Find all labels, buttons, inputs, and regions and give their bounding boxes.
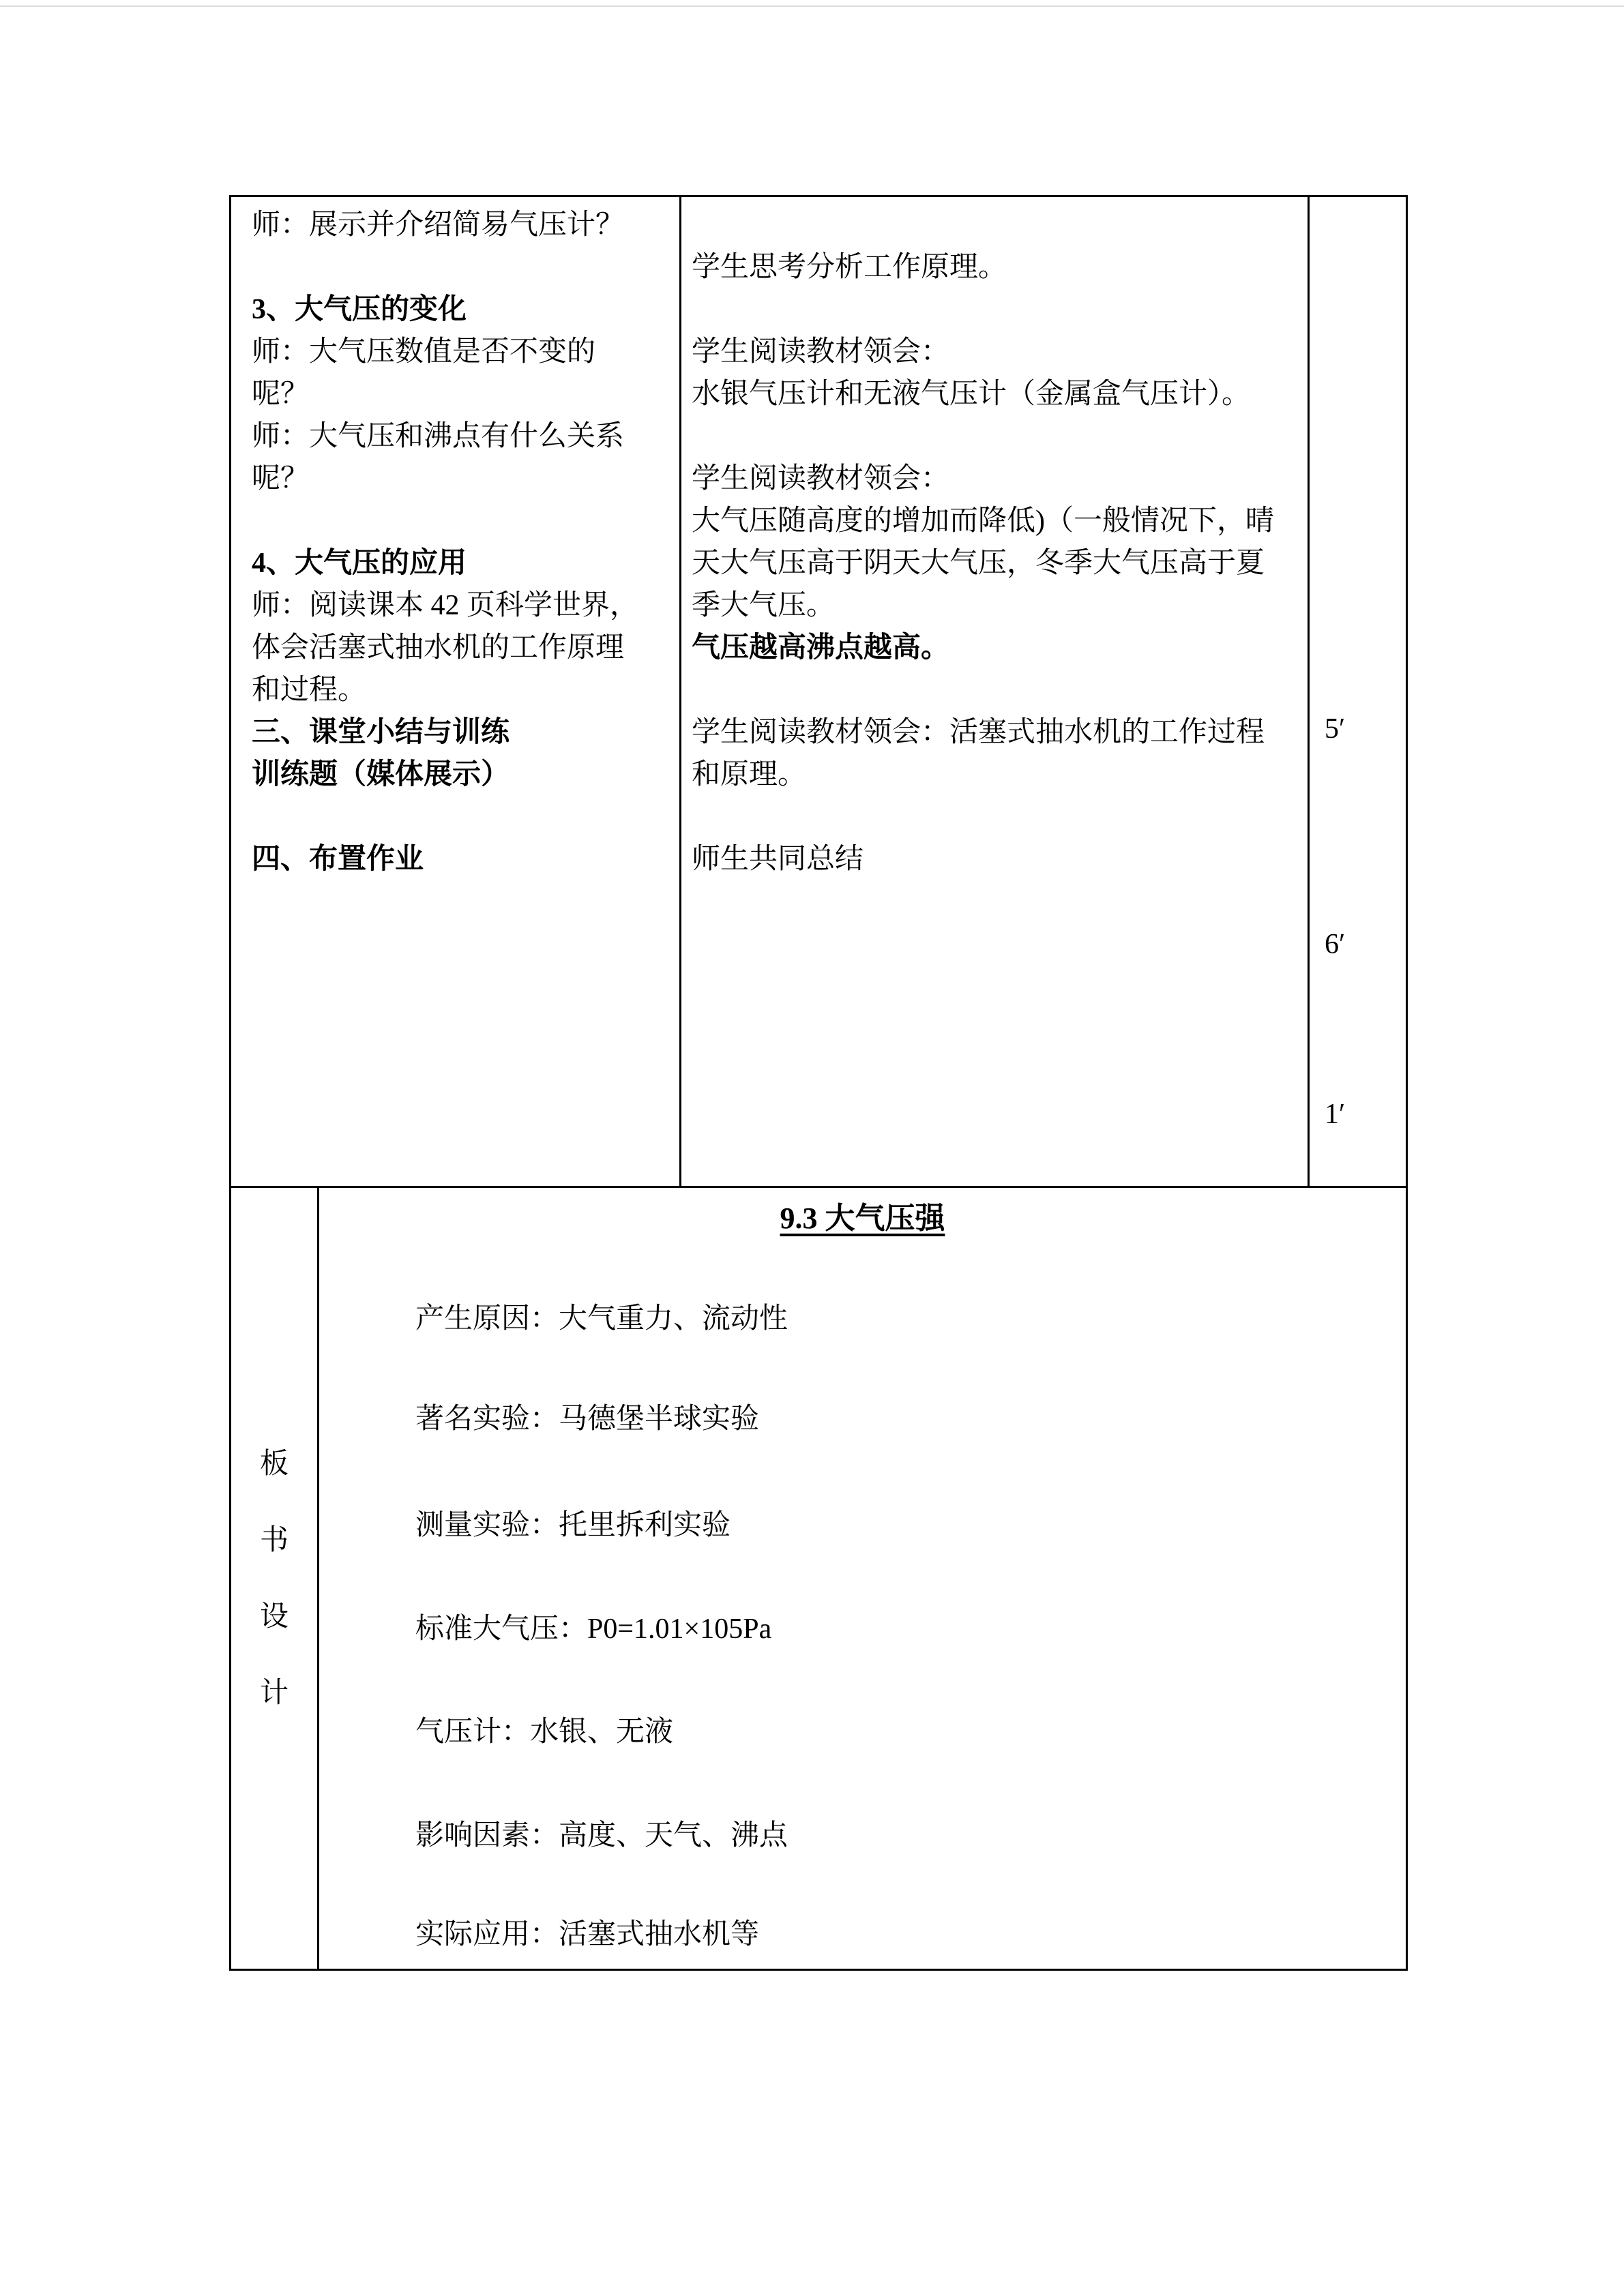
lesson-procedure-table — [229, 195, 1408, 1188]
lesson-plan-tables — [229, 195, 1408, 1971]
teacher-activity-item: 师：大气压和沸点有什么关系呢？ — [252, 421, 625, 494]
teacher-section-heading: 四、布置作业 — [252, 844, 424, 875]
teacher-activity-item: 师：大气压数值是否不变的呢？ — [252, 336, 596, 410]
teacher-section-heading: 三、课堂小结与训练 — [252, 717, 510, 748]
time-mark: 6′ — [1325, 929, 1346, 960]
board-line: 产生原因：大气重力、流动性 — [415, 1303, 788, 1335]
student-activity-item: 学生阅读教材领会：活塞式抽水机的工作过程和原理。 — [692, 717, 1265, 790]
teacher-activity-item: 训练题（媒体展示） — [252, 759, 510, 790]
teacher-section-heading: 4、大气压的应用 — [252, 548, 467, 579]
time-mark: 1′ — [1325, 1099, 1346, 1130]
student-activity-item: 学生思考分析工作原理。 — [692, 252, 1007, 283]
board-design-content — [319, 1188, 1406, 1969]
board-line: 气压计：水银、无液 — [415, 1716, 674, 1748]
board-line: 实际应用：活塞式抽水机等 — [415, 1919, 760, 1950]
time-mark: 5′ — [1325, 713, 1346, 745]
board-title: 9.3 大气压强 — [780, 1202, 945, 1235]
board-line: 著名实验：马德堡半球实验 — [415, 1403, 760, 1435]
board-line: 测量实验：托里拆利实验 — [415, 1510, 731, 1541]
board-design-char: 计 — [259, 1677, 289, 1709]
student-activity-item: 水银气压计和无液气压计（金属盒气压计）。 — [692, 378, 1251, 410]
board-design-char: 设 — [259, 1600, 289, 1632]
board-design-table — [229, 1188, 1408, 1971]
student-activity-item: 大气压随高度的增加而降低)（一般情况下，晴天大气压高于阴天大气压，冬季大气压高于夏季大气压。 — [692, 505, 1274, 621]
student-activity-item: 师生共同总结 — [692, 844, 864, 875]
teacher-activity-column — [231, 197, 681, 1186]
teacher-section-heading: 3、大气压的变化 — [252, 294, 467, 325]
student-activity-emphasis: 气压越高沸点越高。 — [692, 632, 950, 664]
teacher-activity-item: 师：阅读课本 42 页科学世界，体会活塞式抽水机的工作原理和过程。 — [252, 590, 639, 706]
student-activity-column — [681, 197, 1308, 1186]
board-design-char: 书 — [259, 1524, 289, 1556]
board-design-char: 板 — [259, 1448, 289, 1480]
board-design-row-label — [231, 1188, 319, 1969]
page-top-edge — [0, 5, 1624, 7]
board-line: 标准大气压：P0=1.01×105Pa — [415, 1613, 772, 1645]
student-activity-item: 学生阅读教材领会： — [692, 336, 950, 368]
student-activity-item: 学生阅读教材领会： — [692, 463, 950, 494]
board-line: 影响因素：高度、天气、沸点 — [415, 1820, 788, 1851]
teacher-activity-item: 师：展示并介绍简易气压计？ — [252, 209, 625, 241]
time-allocation-column — [1308, 197, 1406, 1186]
